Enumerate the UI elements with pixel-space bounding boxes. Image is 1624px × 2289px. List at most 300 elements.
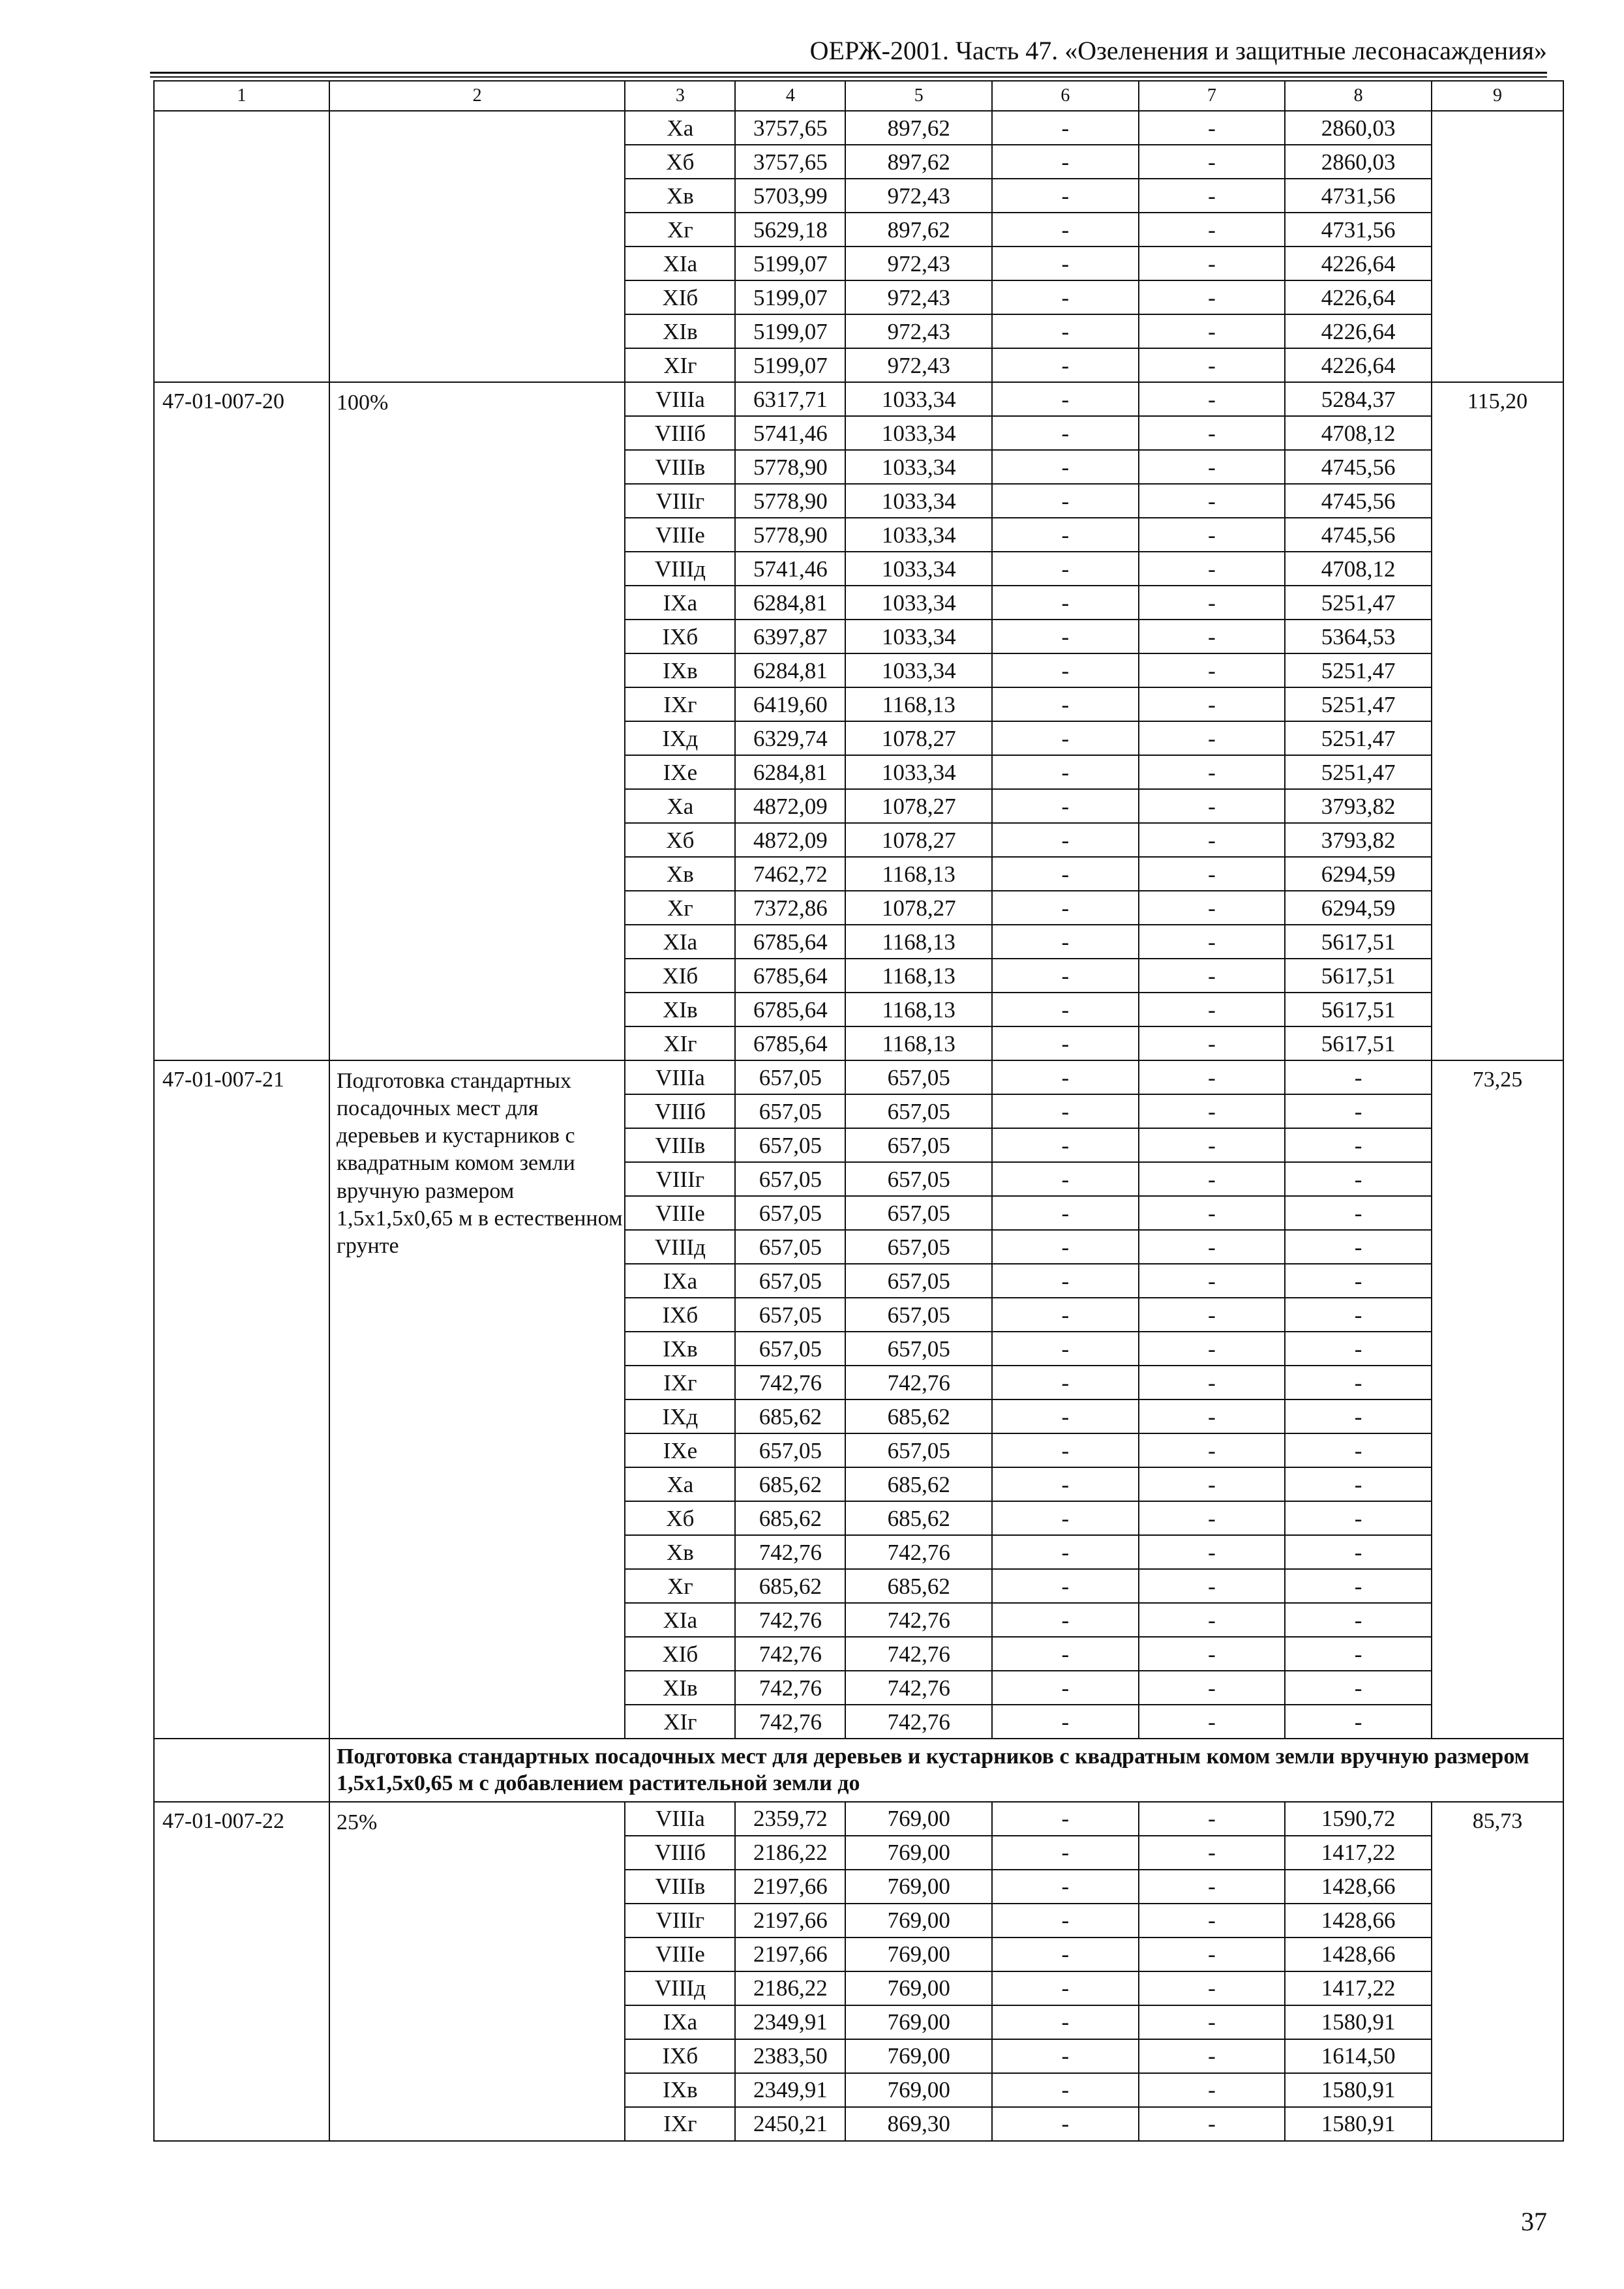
resource-class-cell: ХІа: [625, 925, 735, 959]
materials-cell: -: [1285, 1332, 1432, 1366]
machine-costs-cell: -: [992, 925, 1139, 959]
machine-costs-cell: -: [992, 1535, 1139, 1569]
machine-costs-cell: -: [992, 1162, 1139, 1196]
labor-wages-cell: 897,62: [845, 213, 992, 247]
resource-class-cell: ХІа: [625, 1603, 735, 1637]
resource-class-cell: IХа: [625, 1264, 735, 1298]
operator-wages-cell: -: [1139, 1836, 1286, 1870]
labor-wages-cell: 657,05: [845, 1298, 992, 1332]
operator-wages-cell: -: [1139, 1332, 1286, 1366]
labor-wages-cell: 1033,34: [845, 484, 992, 518]
direct-costs-cell: 742,76: [735, 1637, 845, 1671]
labor-wages-cell: 742,76: [845, 1535, 992, 1569]
labor-wages-cell: 1033,34: [845, 382, 992, 416]
machine-costs-cell: -: [992, 1230, 1139, 1264]
materials-cell: -: [1285, 1637, 1432, 1671]
header-rule: [150, 72, 1547, 74]
resource-class-cell: ХІв: [625, 1671, 735, 1705]
direct-costs-cell: 657,05: [735, 1196, 845, 1230]
column-number-cell: 5: [845, 81, 992, 111]
machine-costs-cell: -: [992, 1026, 1139, 1060]
direct-costs-cell: 3757,65: [735, 111, 845, 145]
labor-wages-cell: 769,00: [845, 1802, 992, 1836]
labor-wages-cell: 657,05: [845, 1060, 992, 1094]
materials-cell: 2860,03: [1285, 111, 1432, 145]
price-table: [153, 80, 1564, 2142]
resource-class-cell: VIIIг: [625, 1162, 735, 1196]
direct-costs-cell: 4872,09: [735, 823, 845, 857]
labor-wages-cell: 657,05: [845, 1196, 992, 1230]
materials-cell: 1580,91: [1285, 2073, 1432, 2107]
labor-wages-cell: 1078,27: [845, 721, 992, 755]
resource-class-cell: IХа: [625, 2005, 735, 2039]
resource-class-cell: IХв: [625, 1332, 735, 1366]
labor-wages-cell: 1078,27: [845, 891, 992, 925]
materials-cell: 5617,51: [1285, 993, 1432, 1026]
materials-cell: 2860,03: [1285, 145, 1432, 179]
resource-class-cell: VIIIв: [625, 1870, 735, 1904]
operator-wages-cell: -: [1139, 552, 1286, 586]
labor-wages-cell: 1168,13: [845, 1026, 992, 1060]
direct-costs-cell: 657,05: [735, 1264, 845, 1298]
table-row: [154, 382, 1563, 416]
operator-wages-cell: -: [1139, 857, 1286, 891]
materials-cell: 6294,59: [1285, 891, 1432, 925]
operator-wages-cell: -: [1139, 450, 1286, 484]
materials-cell: -: [1285, 1671, 1432, 1705]
machine-costs-cell: -: [992, 993, 1139, 1026]
direct-costs-cell: 657,05: [735, 1298, 845, 1332]
resource-class-cell: ХІб: [625, 1637, 735, 1671]
labor-hours-cell: [1432, 111, 1563, 382]
materials-cell: -: [1285, 1094, 1432, 1128]
operator-wages-cell: -: [1139, 247, 1286, 280]
labor-wages-cell: 769,00: [845, 1904, 992, 1937]
operator-wages-cell: -: [1139, 1671, 1286, 1705]
resource-class-cell: IХа: [625, 586, 735, 620]
operator-wages-cell: -: [1139, 348, 1286, 382]
machine-costs-cell: -: [992, 1264, 1139, 1298]
machine-costs-cell: -: [992, 1937, 1139, 1971]
operator-wages-cell: -: [1139, 416, 1286, 450]
materials-cell: 1614,50: [1285, 2039, 1432, 2073]
section-title: Подготовка стандартных посадочных мест для деревьев и кустарников с квадратным комом земли вручную размером 1,5х1,5х0,65 м с добавлением растительной земли до: [329, 1739, 1563, 1802]
machine-costs-cell: -: [992, 857, 1139, 891]
direct-costs-cell: 5741,46: [735, 552, 845, 586]
column-number-cell: 2: [329, 81, 625, 111]
machine-costs-cell: -: [992, 1671, 1139, 1705]
resource-class-cell: IХб: [625, 620, 735, 653]
resource-class-cell: VIIIа: [625, 1060, 735, 1094]
operator-wages-cell: -: [1139, 484, 1286, 518]
direct-costs-cell: 6785,64: [735, 993, 845, 1026]
direct-costs-cell: 5199,07: [735, 348, 845, 382]
operator-wages-cell: -: [1139, 2039, 1286, 2073]
work-name-cell: 25%: [329, 1802, 625, 2141]
materials-cell: 3793,82: [1285, 789, 1432, 823]
operator-wages-cell: -: [1139, 1128, 1286, 1162]
resource-class-cell: ХІв: [625, 314, 735, 348]
materials-cell: 1590,72: [1285, 1802, 1432, 1836]
labor-wages-cell: 685,62: [845, 1501, 992, 1535]
labor-wages-cell: 657,05: [845, 1230, 992, 1264]
operator-wages-cell: -: [1139, 993, 1286, 1026]
direct-costs-cell: 6785,64: [735, 925, 845, 959]
machine-costs-cell: -: [992, 1399, 1139, 1433]
machine-costs-cell: -: [992, 1569, 1139, 1603]
machine-costs-cell: -: [992, 2005, 1139, 2039]
labor-wages-cell: 685,62: [845, 1467, 992, 1501]
labor-wages-cell: 657,05: [845, 1332, 992, 1366]
machine-costs-cell: -: [992, 1603, 1139, 1637]
labor-wages-cell: 769,00: [845, 2005, 992, 2039]
direct-costs-cell: 6284,81: [735, 653, 845, 687]
machine-costs-cell: -: [992, 1802, 1139, 1836]
resource-class-cell: IХб: [625, 2039, 735, 2073]
machine-costs-cell: -: [992, 247, 1139, 280]
direct-costs-cell: 6785,64: [735, 959, 845, 993]
operator-wages-cell: -: [1139, 1060, 1286, 1094]
resource-class-cell: IХг: [625, 2107, 735, 2141]
materials-cell: 4745,56: [1285, 450, 1432, 484]
machine-costs-cell: -: [992, 382, 1139, 416]
machine-costs-cell: -: [992, 959, 1139, 993]
direct-costs-cell: 657,05: [735, 1060, 845, 1094]
resource-class-cell: IХг: [625, 1366, 735, 1399]
materials-cell: 3793,82: [1285, 823, 1432, 857]
labor-wages-cell: 1033,34: [845, 518, 992, 552]
resource-class-cell: VIIIа: [625, 382, 735, 416]
machine-costs-cell: -: [992, 1298, 1139, 1332]
labor-wages-cell: 972,43: [845, 247, 992, 280]
direct-costs-cell: 685,62: [735, 1569, 845, 1603]
resource-class-cell: ХІб: [625, 280, 735, 314]
materials-cell: 5617,51: [1285, 1026, 1432, 1060]
operator-wages-cell: -: [1139, 1971, 1286, 2005]
labor-wages-cell: 1078,27: [845, 789, 992, 823]
resource-class-cell: VIIIв: [625, 1128, 735, 1162]
operator-wages-cell: -: [1139, 925, 1286, 959]
operator-wages-cell: -: [1139, 1705, 1286, 1739]
header-rule-thin: [150, 76, 1547, 78]
labor-wages-cell: 769,00: [845, 1870, 992, 1904]
resource-class-cell: VIIIе: [625, 1937, 735, 1971]
norm-code-cell: [154, 111, 329, 382]
machine-costs-cell: -: [992, 314, 1139, 348]
operator-wages-cell: -: [1139, 314, 1286, 348]
direct-costs-cell: 657,05: [735, 1162, 845, 1196]
machine-costs-cell: -: [992, 721, 1139, 755]
machine-costs-cell: -: [992, 280, 1139, 314]
labor-wages-cell: 1168,13: [845, 925, 992, 959]
page-number: 37: [1521, 2207, 1547, 2236]
operator-wages-cell: -: [1139, 1937, 1286, 1971]
machine-costs-cell: -: [992, 484, 1139, 518]
materials-cell: -: [1285, 1060, 1432, 1094]
resource-class-cell: Ха: [625, 789, 735, 823]
resource-class-cell: Ха: [625, 111, 735, 145]
operator-wages-cell: -: [1139, 1433, 1286, 1467]
operator-wages-cell: -: [1139, 1569, 1286, 1603]
materials-cell: 1428,66: [1285, 1870, 1432, 1904]
labor-wages-cell: 1033,34: [845, 552, 992, 586]
resource-class-cell: VIIIб: [625, 1836, 735, 1870]
operator-wages-cell: -: [1139, 2073, 1286, 2107]
column-number-cell: 7: [1139, 81, 1286, 111]
operator-wages-cell: -: [1139, 789, 1286, 823]
work-name-cell: 100%: [329, 382, 625, 1060]
operator-wages-cell: -: [1139, 1603, 1286, 1637]
labor-wages-cell: 657,05: [845, 1264, 992, 1298]
labor-wages-cell: 1033,34: [845, 586, 992, 620]
direct-costs-cell: 6284,81: [735, 586, 845, 620]
operator-wages-cell: -: [1139, 280, 1286, 314]
resource-class-cell: ХІг: [625, 1705, 735, 1739]
direct-costs-cell: 6317,71: [735, 382, 845, 416]
operator-wages-cell: -: [1139, 1467, 1286, 1501]
machine-costs-cell: -: [992, 2073, 1139, 2107]
operator-wages-cell: -: [1139, 653, 1286, 687]
resource-class-cell: IХв: [625, 653, 735, 687]
operator-wages-cell: -: [1139, 1094, 1286, 1128]
direct-costs-cell: 5199,07: [735, 314, 845, 348]
materials-cell: -: [1285, 1399, 1432, 1433]
work-name-cell: [329, 111, 625, 382]
labor-wages-cell: 1033,34: [845, 620, 992, 653]
operator-wages-cell: -: [1139, 2005, 1286, 2039]
machine-costs-cell: -: [992, 687, 1139, 721]
labor-hours-cell: 85,73: [1432, 1802, 1563, 2141]
labor-wages-cell: 1078,27: [845, 823, 992, 857]
machine-costs-cell: -: [992, 111, 1139, 145]
operator-wages-cell: -: [1139, 823, 1286, 857]
resource-class-cell: Хг: [625, 891, 735, 925]
materials-cell: 4745,56: [1285, 518, 1432, 552]
table-row: [154, 111, 1563, 145]
operator-wages-cell: -: [1139, 111, 1286, 145]
resource-class-cell: Хб: [625, 1501, 735, 1535]
resource-class-cell: Хб: [625, 823, 735, 857]
operator-wages-cell: -: [1139, 721, 1286, 755]
document-header-title: ОЕРЖ-2001. Часть 47. «Озеленения и защитные лесонасаждения»: [809, 36, 1547, 65]
operator-wages-cell: -: [1139, 1264, 1286, 1298]
labor-wages-cell: 657,05: [845, 1128, 992, 1162]
labor-wages-cell: 869,30: [845, 2107, 992, 2141]
direct-costs-cell: 2450,21: [735, 2107, 845, 2141]
column-number-cell: 8: [1285, 81, 1432, 111]
operator-wages-cell: -: [1139, 1870, 1286, 1904]
resource-class-cell: IХе: [625, 1433, 735, 1467]
direct-costs-cell: 685,62: [735, 1399, 845, 1433]
labor-wages-cell: 769,00: [845, 1937, 992, 1971]
resource-class-cell: VIIIд: [625, 1971, 735, 2005]
resource-class-cell: Хв: [625, 179, 735, 213]
operator-wages-cell: -: [1139, 179, 1286, 213]
machine-costs-cell: -: [992, 1467, 1139, 1501]
materials-cell: -: [1285, 1569, 1432, 1603]
machine-costs-cell: -: [992, 1094, 1139, 1128]
machine-costs-cell: -: [992, 1870, 1139, 1904]
materials-cell: 5617,51: [1285, 959, 1432, 993]
direct-costs-cell: 5778,90: [735, 484, 845, 518]
materials-cell: 1580,91: [1285, 2005, 1432, 2039]
resource-class-cell: ХІг: [625, 348, 735, 382]
resource-class-cell: VIIIд: [625, 1230, 735, 1264]
materials-cell: 1417,22: [1285, 1971, 1432, 2005]
direct-costs-cell: 2383,50: [735, 2039, 845, 2073]
materials-cell: 5251,47: [1285, 586, 1432, 620]
resource-class-cell: IХв: [625, 2073, 735, 2107]
operator-wages-cell: -: [1139, 1026, 1286, 1060]
machine-costs-cell: -: [992, 1433, 1139, 1467]
machine-costs-cell: -: [992, 1971, 1139, 2005]
resource-class-cell: IХд: [625, 721, 735, 755]
resource-class-cell: VIIIб: [625, 1094, 735, 1128]
labor-wages-cell: 769,00: [845, 1836, 992, 1870]
materials-cell: 4226,64: [1285, 348, 1432, 382]
operator-wages-cell: -: [1139, 2107, 1286, 2141]
operator-wages-cell: -: [1139, 586, 1286, 620]
column-number-cell: 4: [735, 81, 845, 111]
operator-wages-cell: -: [1139, 1637, 1286, 1671]
operator-wages-cell: -: [1139, 382, 1286, 416]
materials-cell: 4708,12: [1285, 552, 1432, 586]
labor-hours-cell: 73,25: [1432, 1060, 1563, 1739]
labor-wages-cell: 769,00: [845, 1971, 992, 2005]
direct-costs-cell: 742,76: [735, 1671, 845, 1705]
direct-costs-cell: 657,05: [735, 1128, 845, 1162]
operator-wages-cell: -: [1139, 620, 1286, 653]
machine-costs-cell: -: [992, 213, 1139, 247]
machine-costs-cell: -: [992, 2039, 1139, 2073]
operator-wages-cell: -: [1139, 213, 1286, 247]
labor-wages-cell: 769,00: [845, 2039, 992, 2073]
labor-wages-cell: 1168,13: [845, 687, 992, 721]
machine-costs-cell: -: [992, 1366, 1139, 1399]
labor-wages-cell: 657,05: [845, 1162, 992, 1196]
labor-wages-cell: 1033,34: [845, 450, 992, 484]
materials-cell: 5251,47: [1285, 687, 1432, 721]
direct-costs-cell: 5778,90: [735, 450, 845, 484]
direct-costs-cell: 657,05: [735, 1332, 845, 1366]
machine-costs-cell: -: [992, 1196, 1139, 1230]
materials-cell: -: [1285, 1264, 1432, 1298]
materials-cell: 1428,66: [1285, 1904, 1432, 1937]
operator-wages-cell: -: [1139, 755, 1286, 789]
machine-costs-cell: -: [992, 620, 1139, 653]
materials-cell: -: [1285, 1230, 1432, 1264]
direct-costs-cell: 6329,74: [735, 721, 845, 755]
materials-cell: -: [1285, 1501, 1432, 1535]
column-number-cell: 1: [154, 81, 329, 111]
direct-costs-cell: 2186,22: [735, 1836, 845, 1870]
machine-costs-cell: -: [992, 552, 1139, 586]
materials-cell: -: [1285, 1705, 1432, 1739]
materials-cell: 4226,64: [1285, 280, 1432, 314]
resource-class-cell: VIIIб: [625, 416, 735, 450]
materials-cell: 5251,47: [1285, 755, 1432, 789]
operator-wages-cell: -: [1139, 959, 1286, 993]
labor-wages-cell: 657,05: [845, 1433, 992, 1467]
section-title-row: [154, 1739, 1563, 1802]
direct-costs-cell: 742,76: [735, 1705, 845, 1739]
resource-class-cell: VIIIд: [625, 552, 735, 586]
resource-class-cell: Ха: [625, 1467, 735, 1501]
column-number-cell: 6: [992, 81, 1139, 111]
direct-costs-cell: 5741,46: [735, 416, 845, 450]
materials-cell: 1417,22: [1285, 1836, 1432, 1870]
resource-class-cell: IХд: [625, 1399, 735, 1433]
labor-wages-cell: 742,76: [845, 1366, 992, 1399]
machine-costs-cell: -: [992, 1904, 1139, 1937]
machine-costs-cell: -: [992, 450, 1139, 484]
machine-costs-cell: -: [992, 179, 1139, 213]
operator-wages-cell: -: [1139, 1298, 1286, 1332]
materials-cell: 5284,37: [1285, 382, 1432, 416]
resource-class-cell: VIIIе: [625, 1196, 735, 1230]
materials-cell: -: [1285, 1366, 1432, 1399]
work-name-cell: Подготовка стандартных посадочных мест для деревьев и кустарников с квадратным комом земли вручную размером 1,5х1,5х0,65 м в естественном грунте: [329, 1060, 625, 1739]
machine-costs-cell: -: [992, 1637, 1139, 1671]
direct-costs-cell: 7372,86: [735, 891, 845, 925]
direct-costs-cell: 4872,09: [735, 789, 845, 823]
direct-costs-cell: 5629,18: [735, 213, 845, 247]
operator-wages-cell: -: [1139, 687, 1286, 721]
machine-costs-cell: -: [992, 518, 1139, 552]
direct-costs-cell: 2349,91: [735, 2073, 845, 2107]
machine-costs-cell: -: [992, 586, 1139, 620]
direct-costs-cell: 5703,99: [735, 179, 845, 213]
direct-costs-cell: 2197,66: [735, 1870, 845, 1904]
labor-hours-cell: 115,20: [1432, 382, 1563, 1060]
labor-wages-cell: 657,05: [845, 1094, 992, 1128]
resource-class-cell: IХг: [625, 687, 735, 721]
materials-cell: -: [1285, 1196, 1432, 1230]
direct-costs-cell: 5199,07: [735, 247, 845, 280]
machine-costs-cell: -: [992, 145, 1139, 179]
machine-costs-cell: -: [992, 1501, 1139, 1535]
labor-wages-cell: 742,76: [845, 1705, 992, 1739]
resource-class-cell: Хг: [625, 1569, 735, 1603]
labor-wages-cell: 1033,34: [845, 755, 992, 789]
direct-costs-cell: 3757,65: [735, 145, 845, 179]
resource-class-cell: IХе: [625, 755, 735, 789]
materials-cell: 4731,56: [1285, 213, 1432, 247]
materials-cell: 4226,64: [1285, 314, 1432, 348]
operator-wages-cell: -: [1139, 1399, 1286, 1433]
direct-costs-cell: 2186,22: [735, 1971, 845, 2005]
labor-wages-cell: 897,62: [845, 111, 992, 145]
labor-wages-cell: 1168,13: [845, 959, 992, 993]
materials-cell: 4226,64: [1285, 247, 1432, 280]
operator-wages-cell: -: [1139, 1802, 1286, 1836]
materials-cell: -: [1285, 1162, 1432, 1196]
labor-wages-cell: 972,43: [845, 314, 992, 348]
machine-costs-cell: -: [992, 755, 1139, 789]
machine-costs-cell: -: [992, 416, 1139, 450]
operator-wages-cell: -: [1139, 1535, 1286, 1569]
direct-costs-cell: 6419,60: [735, 687, 845, 721]
machine-costs-cell: -: [992, 1332, 1139, 1366]
direct-costs-cell: 5778,90: [735, 518, 845, 552]
resource-class-cell: IХб: [625, 1298, 735, 1332]
resource-class-cell: ХІв: [625, 993, 735, 1026]
direct-costs-cell: 657,05: [735, 1433, 845, 1467]
direct-costs-cell: 2197,66: [735, 1904, 845, 1937]
operator-wages-cell: -: [1139, 1904, 1286, 1937]
table-row: [154, 1802, 1563, 1836]
labor-wages-cell: 1033,34: [845, 653, 992, 687]
